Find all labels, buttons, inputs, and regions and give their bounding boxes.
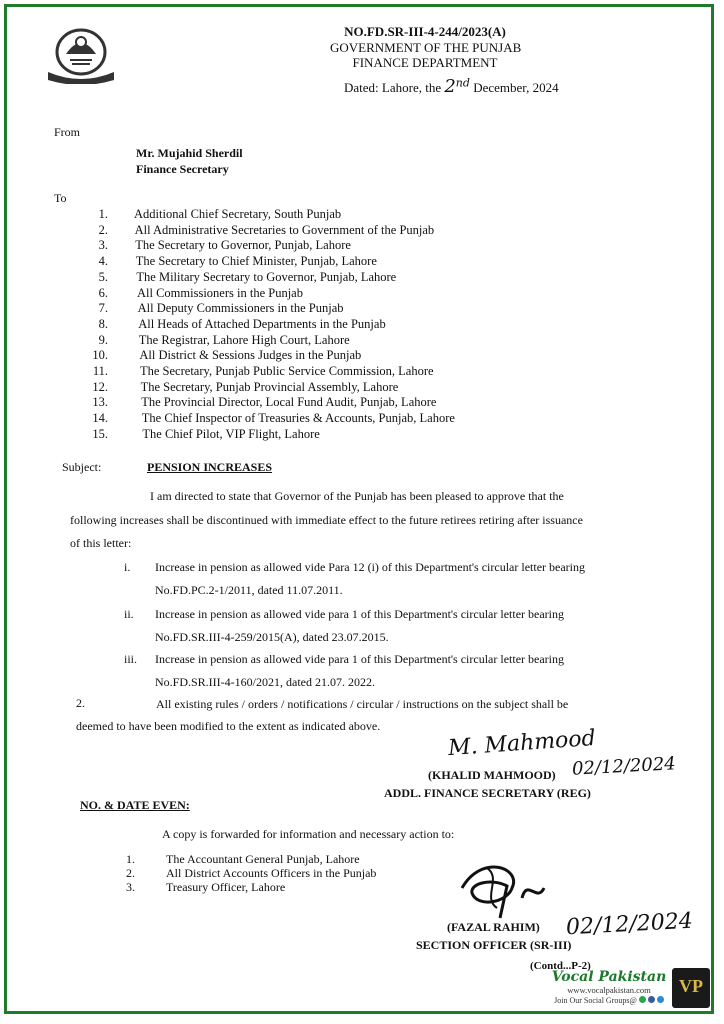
item-line-1: Increase in pension as allowed vide Para 12 (i) of this Department's circular letter bearing xyxy=(155,560,586,574)
item-number: i. xyxy=(124,560,131,574)
copy-number: 1. xyxy=(126,852,135,866)
signatory-2-designation: SECTION OFFICER (SR-III) xyxy=(416,938,572,952)
copy-text: Treasury Officer, Lahore xyxy=(166,880,286,894)
intro-line-2: following increases shall be discontinued with immediate effect to the future retirees retiring after issuance xyxy=(70,513,583,527)
watermark-social-row xyxy=(548,995,670,1007)
item-line-2: No.FD.SR.III-4-259/2015(A), dated 23.07.2015. xyxy=(155,630,389,644)
recipient-number: 13. xyxy=(92,395,108,410)
recipient-text: The Chief Inspector of Treasuries & Accounts, Punjab, Lahore xyxy=(141,411,455,426)
from-name: Mr. Mujahid Sherdil xyxy=(136,146,243,160)
para2-number: 2. xyxy=(76,696,85,710)
department-title: FINANCE DEPARTMENT xyxy=(352,55,498,70)
recipient-number: 14. xyxy=(92,411,108,426)
recipient-number: 8. xyxy=(98,316,108,331)
signatory-2-date: 02/12/2024 xyxy=(565,908,694,941)
dated-line xyxy=(344,76,559,97)
watermark-social: Join Our Social Groups@ xyxy=(554,996,637,1005)
recipient-text: The Military Secretary to Governor, Punjab, Lahore xyxy=(136,269,397,284)
recipient-text: The Registrar, Lahore High Court, Lahore xyxy=(138,332,350,347)
to-label: To xyxy=(54,191,67,205)
reference-number: NO.FD.SR-III-4-244/2023(A) xyxy=(344,24,506,39)
signature-fazal xyxy=(452,858,562,928)
watermark-brand: Vocal Pakistan xyxy=(551,969,667,985)
vp-logo xyxy=(672,968,710,1008)
watermark-url: www.vocalpakistan.com xyxy=(567,985,651,995)
para2-line-1: All existing rules / orders / notifications / circular / instructions on the subject shall be xyxy=(156,697,569,711)
signatory-1-date: 02/12/2024 xyxy=(571,753,677,780)
recipient-number: 4. xyxy=(98,254,108,269)
whatsapp-icon[interactable] xyxy=(639,996,646,1003)
signatory-1-name: (KHALID MAHMOOD) xyxy=(428,768,556,782)
item-line-2: No.FD.PC.2-1/2011, dated 11.07.2011. xyxy=(155,583,343,597)
copy-number: 2. xyxy=(126,866,135,880)
item-line-2: No.FD.SR.III-4-160/2021, dated 21.07. 2022. xyxy=(155,675,375,689)
recipient-number: 3. xyxy=(98,238,108,253)
recipient-number: 6. xyxy=(98,285,108,300)
recipient-number: 15. xyxy=(92,426,108,441)
intro-line-1: I am directed to state that Governor of the Punjab has been pleased to approve that the xyxy=(150,489,564,503)
signature-khalid: M. Mahmood xyxy=(447,725,597,762)
forward-text: A copy is forwarded for information and necessary action to: xyxy=(162,827,455,841)
recipient-text: The Secretary to Chief Minister, Punjab, Lahore xyxy=(135,254,377,269)
recipient-number: 12. xyxy=(92,379,108,394)
recipient-number: 5. xyxy=(98,269,108,284)
intro-line-3: of this letter: xyxy=(70,536,132,550)
recipient-text: All District & Sessions Judges in the Punjab xyxy=(139,348,362,363)
recipient-number: 11. xyxy=(92,364,108,378)
recipient-text: All Deputy Commissioners in the Punjab xyxy=(137,301,344,316)
recipient-number: 9. xyxy=(98,332,108,347)
subject-title: PENSION INCREASES xyxy=(147,460,273,474)
watermark xyxy=(548,970,670,1008)
recipient-number: 1. xyxy=(98,207,108,221)
recipient-text: All Administrative Secretaries to Government of the Punjab xyxy=(134,222,435,237)
signatory-1-designation: ADDL. FINANCE SECRETARY (REG) xyxy=(384,786,591,800)
recipient-text: Additional Chief Secretary, South Punjab xyxy=(134,207,342,221)
recipient-text: The Secretary, Punjab Provincial Assembly, Lahore xyxy=(140,379,399,394)
telegram-icon[interactable] xyxy=(657,996,664,1003)
facebook-icon[interactable] xyxy=(648,996,655,1003)
recipient-number: 2. xyxy=(98,222,108,237)
continued-note: (Contd...P-2) xyxy=(530,960,591,972)
copy-text: All District Accounts Officers in the Punjab xyxy=(166,866,377,880)
recipient-number: 7. xyxy=(98,301,108,316)
subject-label: Subject: xyxy=(62,460,102,474)
recipient-text: All Commissioners in the Punjab xyxy=(137,285,303,300)
vp-logo-letters: VP xyxy=(679,976,703,996)
dated-prefix: Dated: Lahore, the xyxy=(344,80,442,95)
item-number: ii. xyxy=(124,607,134,621)
government-title: GOVERNMENT OF THE PUNJAB xyxy=(330,40,522,55)
copy-number: 3. xyxy=(126,880,135,894)
from-label: From xyxy=(54,125,81,139)
recipient-number: 10. xyxy=(92,348,108,363)
copy-text: The Accountant General Punjab, Lahore xyxy=(166,852,360,866)
recipient-text: The Secretary, Punjab Public Service Commission, Lahore xyxy=(140,364,434,378)
dated-rest: December, 2024 xyxy=(473,80,559,95)
from-title: Finance Secretary xyxy=(136,162,229,176)
para2-line-2: deemed to have been modified to the extent as indicated above. xyxy=(76,719,381,733)
dated-day: 2 xyxy=(444,76,456,97)
recipient-text: The Secretary to Governor, Punjab, Lahore xyxy=(135,238,351,253)
recipient-text: The Provincial Director, Local Fund Audit, Punjab, Lahore xyxy=(141,395,437,410)
recipient-text: All Heads of Attached Departments in the Punjab xyxy=(138,316,386,331)
item-line-1: Increase in pension as allowed vide para 1 of this Department's circular letter bearing xyxy=(155,652,565,666)
even-label: NO. & DATE EVEN: xyxy=(80,798,190,812)
recipient-text: The Chief Pilot, VIP Flight, Lahore xyxy=(142,426,320,441)
item-number: iii. xyxy=(124,652,138,666)
item-line-1: Increase in pension as allowed vide para 1 of this Department's circular letter bearing xyxy=(155,607,565,621)
dated-suffix: nd xyxy=(455,76,470,90)
signatory-2-name: (FAZAL RAHIM) xyxy=(447,920,540,934)
punjab-seal xyxy=(44,24,118,84)
